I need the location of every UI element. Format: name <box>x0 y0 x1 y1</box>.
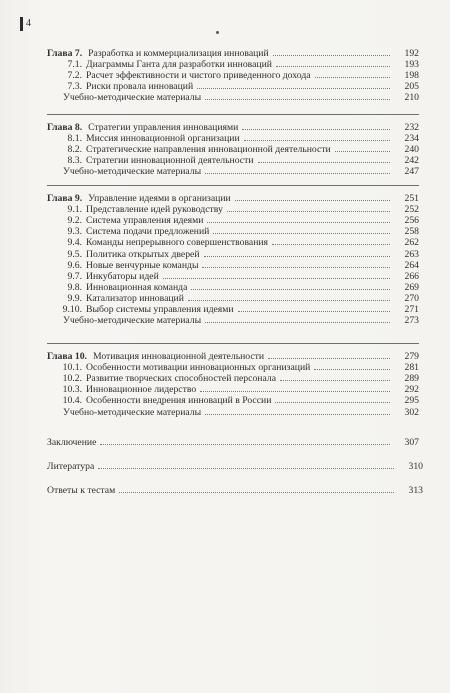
dot-leader <box>197 88 390 89</box>
dot-leader <box>280 380 390 381</box>
section-page: 292 <box>404 384 419 396</box>
dot-leader <box>98 468 394 469</box>
section-page: 247 <box>404 166 419 178</box>
chapter-title: Управление идеями в организации <box>88 193 231 204</box>
dot-leader <box>235 200 390 201</box>
section-title: Выбор системы управления идеями <box>86 304 234 315</box>
dot-leader <box>213 233 390 234</box>
chapter-divider <box>47 185 419 186</box>
section-page: 210 <box>404 92 419 104</box>
materials-item[interactable] <box>63 407 419 419</box>
dot-leader <box>276 66 390 67</box>
section-page: 240 <box>404 144 419 156</box>
back-matter-page: 307 <box>404 437 419 448</box>
back-matter-item[interactable] <box>47 485 423 497</box>
dot-leader <box>163 278 390 279</box>
dot-leader <box>202 267 390 268</box>
section-page: 256 <box>404 215 419 227</box>
section-page: 302 <box>404 406 419 418</box>
section-title: Команды непрерывного совершенствования <box>86 237 269 249</box>
section-number: 8.3. <box>67 155 82 167</box>
page-number-text: 4 <box>26 18 31 29</box>
section-number: 8.2. <box>67 144 82 156</box>
dot-leader <box>100 444 390 445</box>
section-title: Учебно-методические материалы <box>63 166 202 178</box>
section-page: 289 <box>404 373 419 385</box>
section-page: 234 <box>404 133 419 145</box>
dot-leader <box>268 358 390 359</box>
chapter-title: Мотивация инновационной деятельности <box>92 351 265 362</box>
section-title: Риски провала инноваций <box>86 81 194 93</box>
chapter-label: Глава 8. <box>47 122 83 133</box>
dot-leader <box>314 369 390 370</box>
chapter-divider <box>47 343 419 344</box>
chapter-title: Стратегии управления инновациями <box>88 122 239 133</box>
section-number: 7.2. <box>67 70 82 82</box>
section-title: Стратегии инновационной деятельности <box>86 155 254 167</box>
chapter-page: 251 <box>404 193 419 204</box>
section-title: Диаграммы Ганта для разработки инноваций <box>86 59 272 71</box>
section-page: 198 <box>404 70 419 82</box>
materials-item[interactable] <box>63 315 419 327</box>
section-page: 269 <box>404 281 419 293</box>
chapter-label: Глава 10. <box>47 351 87 362</box>
back-matter-page: 310 <box>408 461 423 472</box>
section-page: 252 <box>404 204 419 216</box>
section-number: 10.4. <box>62 395 82 407</box>
dot-leader <box>205 414 390 415</box>
section-title: Политика открытых дверей <box>86 248 200 260</box>
back-matter-item[interactable] <box>47 461 423 473</box>
section-title: Представление идей руководству <box>86 204 223 216</box>
dot-leader <box>205 322 390 323</box>
section-title: Миссия инновационной организации <box>86 133 240 145</box>
dot-leader <box>273 55 390 56</box>
back-matter-title: Литература <box>47 461 95 472</box>
section-title: Инкубаторы идей <box>86 270 159 282</box>
dot-leader <box>119 492 394 493</box>
dot-leader <box>238 311 390 312</box>
section-title: Особенности мотивации инновационных организаций <box>86 362 311 374</box>
chapter-divider <box>47 114 419 115</box>
dot-leader <box>275 402 390 403</box>
chapter-page: 279 <box>404 351 419 362</box>
section-number: 7.1. <box>67 59 82 71</box>
dot-leader <box>242 129 390 130</box>
materials-item[interactable] <box>63 92 419 104</box>
dot-leader <box>244 140 390 141</box>
dot-leader <box>205 173 390 174</box>
dot-leader <box>272 244 390 245</box>
section-title: Учебно-методические материалы <box>63 406 202 418</box>
section-title: Новые венчурные команды <box>86 259 199 271</box>
section-number: 9.4. <box>67 237 82 249</box>
chapter-page: 192 <box>404 48 419 59</box>
section-page: 242 <box>404 155 419 167</box>
chapter-label: Глава 9. <box>47 193 83 204</box>
section-page: 271 <box>404 304 419 315</box>
section-title: Инновационное лидерство <box>86 384 197 396</box>
section-title: Стратегические направления инновационной деятельности <box>86 144 331 156</box>
dot-leader <box>205 99 390 100</box>
section-number: 9.2. <box>67 215 82 227</box>
section-page: 281 <box>404 362 419 374</box>
section-number: 9.1. <box>67 204 82 216</box>
chapter-page: 232 <box>404 122 419 133</box>
dot-leader <box>200 391 390 392</box>
section-number: 10.1. <box>62 362 82 374</box>
back-matter-page: 313 <box>408 485 423 496</box>
section-page: 270 <box>404 292 419 304</box>
dot-leader <box>188 300 390 301</box>
back-matter-item[interactable] <box>47 437 419 449</box>
section-number: 9.5. <box>67 248 82 260</box>
dot-leader <box>191 289 390 290</box>
section-page: 262 <box>404 237 419 249</box>
section-number: 9.10. <box>62 304 82 315</box>
section-page: 263 <box>404 248 419 260</box>
section-number: 9.3. <box>67 226 82 238</box>
dot-leader <box>315 77 390 78</box>
back-matter-title: Заключение <box>47 437 97 448</box>
dot-leader <box>204 256 390 257</box>
section-title: Инновационная команда <box>86 281 188 293</box>
section-title: Особенности внедрения инноваций в России <box>86 395 272 407</box>
section-page: 266 <box>404 270 419 282</box>
materials-item[interactable] <box>63 166 419 178</box>
section-page: 273 <box>404 315 419 327</box>
section-title: Расчет эффективности и чистого приведенного дохода <box>86 70 311 82</box>
section-page: 264 <box>404 259 419 271</box>
section-page: 193 <box>404 59 419 71</box>
chapter-title: Разработка и коммерциализация инноваций <box>88 48 269 59</box>
section-number: 9.6. <box>67 259 82 271</box>
section-page: 258 <box>404 226 419 238</box>
section-title: Учебно-методические материалы <box>63 315 202 327</box>
section-number: 7.3. <box>67 81 82 93</box>
chapter-label: Глава 7. <box>47 48 83 59</box>
section-title: Катализатор инноваций <box>86 292 184 304</box>
section-title: Учебно-методические материалы <box>63 92 202 104</box>
section-title: Развитие творческих способностей персонала <box>86 373 276 385</box>
dot-leader <box>227 211 390 212</box>
section-page: 295 <box>404 395 419 407</box>
section-number: 9.7. <box>67 270 82 282</box>
section-title: Система управления идеями <box>86 215 204 227</box>
section-number: 10.3. <box>62 384 82 396</box>
dot-leader <box>207 222 390 223</box>
dot-leader <box>258 162 390 163</box>
section-title: Система подачи предложений <box>86 226 210 238</box>
section-page: 205 <box>404 81 419 93</box>
section-number: 10.2. <box>62 373 82 385</box>
section-number: 9.8. <box>67 281 82 293</box>
dot-leader <box>335 151 390 152</box>
section-number: 8.1. <box>67 133 82 145</box>
section-number: 9.9. <box>67 292 82 304</box>
back-matter-title: Ответы к тестам <box>47 485 116 496</box>
